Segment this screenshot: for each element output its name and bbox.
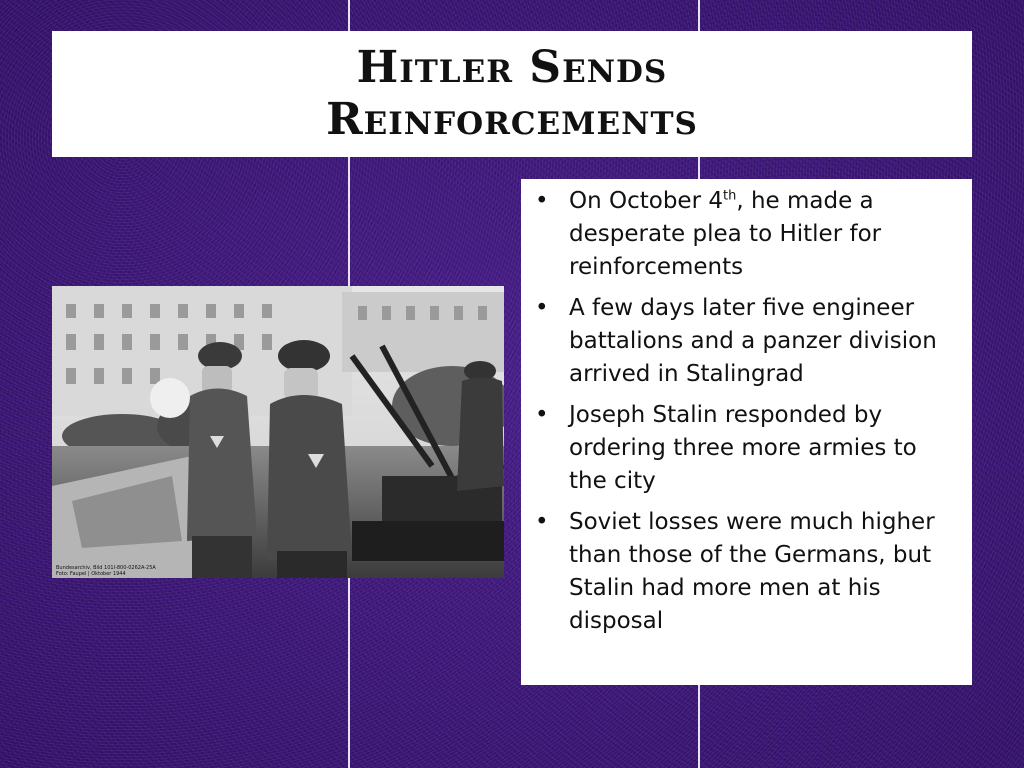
- bullet-dot: •: [535, 509, 549, 535]
- bullet-item: [533, 399, 958, 498]
- bullet-text-1a: On October 4: [569, 188, 723, 214]
- bullet-text-2: A few days later five engineer battalions and a panzer division arrived in Stalingrad: [569, 295, 937, 387]
- title-line-1: Hitler Sends: [356, 42, 668, 93]
- bullet-text-3: Joseph Stalin responded by ordering three more armies to the city: [569, 402, 917, 494]
- title-panel: [52, 31, 972, 157]
- photo-caption-1: Bundesarchiv, Bild 101I-800-0262A-25A: [56, 565, 156, 571]
- superscript-th: th: [722, 188, 737, 204]
- bullet-item: [533, 292, 958, 391]
- slide-title: [326, 42, 698, 146]
- bullet-item: [533, 506, 958, 638]
- historical-photo: [52, 286, 504, 578]
- bullet-dot: •: [535, 402, 549, 428]
- photo-caption-2: Foto: Faupel | Oktober 1944: [56, 571, 126, 577]
- title-line-2: Reinforcements: [326, 94, 698, 145]
- bullet-text-4: Soviet losses were much higher than those of the Germans, but Stalin had more men at his disposal: [569, 509, 935, 634]
- soldiers-photo-image: [52, 286, 504, 578]
- bullet-list: [533, 185, 958, 638]
- bullet-panel: [521, 179, 972, 685]
- bullet-text-1b: , he made a desperate plea to Hitler for reinforcements: [569, 188, 882, 280]
- bullet-dot: •: [535, 295, 549, 321]
- bullet-dot: •: [535, 188, 549, 214]
- bullet-item: [533, 185, 958, 284]
